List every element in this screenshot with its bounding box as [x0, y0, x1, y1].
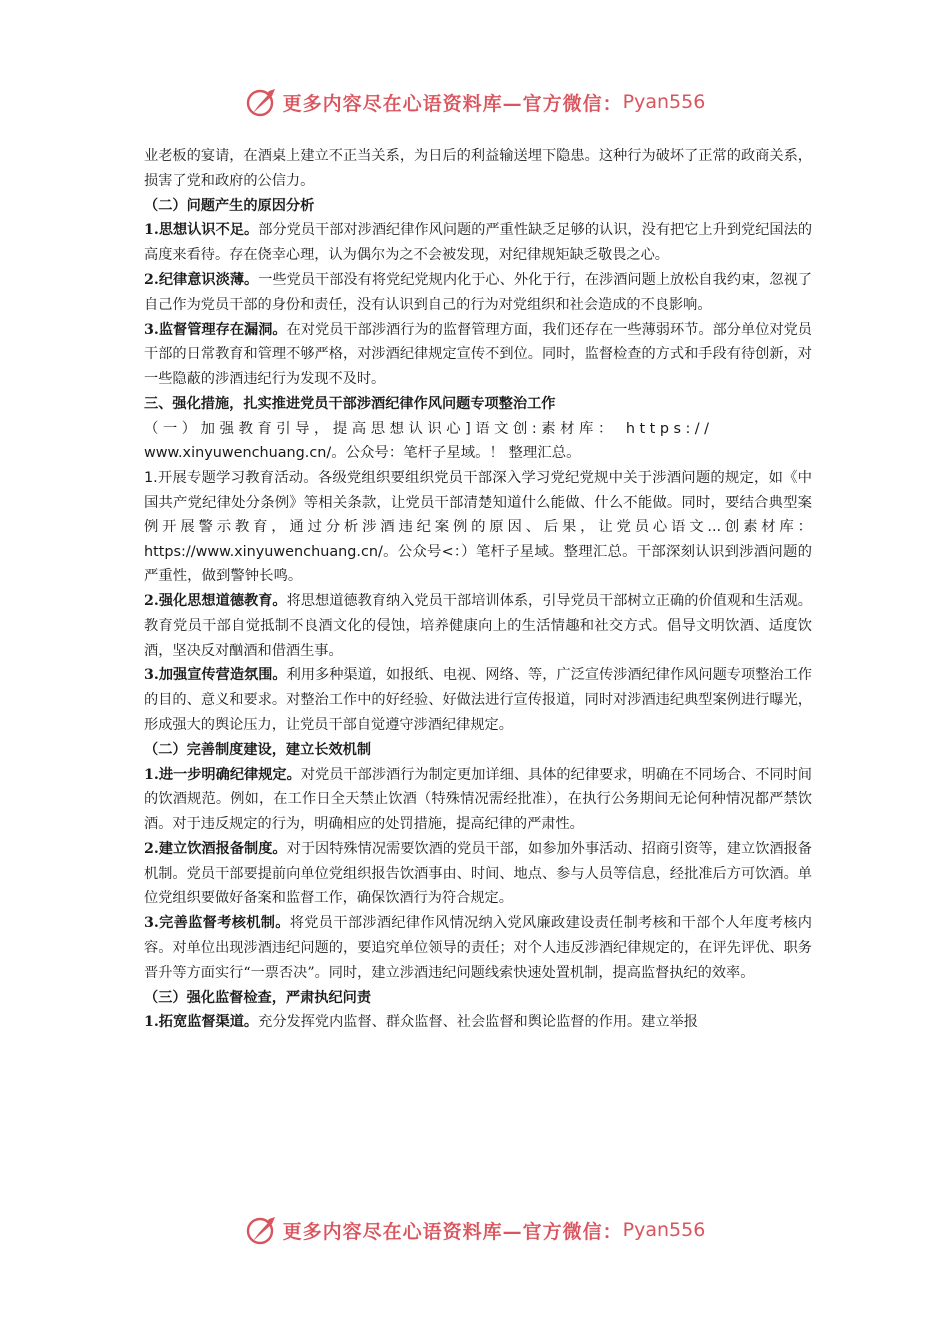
- subsection-heading-spaced: （一）加强教育引导，提高思想认识心]语文创:素材库： https://: [144, 420, 714, 437]
- chapter-heading: 三、强化措施，扎实推进党员干部涉酒纪律作风问题专项整治工作: [144, 395, 556, 412]
- banner-text: 更多内容尽在心语资料库—官方微信：: [282, 92, 623, 115]
- paragraph: [144, 911, 812, 985]
- paragraph-lead: 1.拓宽监督渠道。: [144, 1014, 259, 1031]
- banner-text: 更多内容尽在心语资料库—官方微信：: [282, 1220, 623, 1243]
- paragraph-lead: 2.建立饮酒报备制度。: [144, 840, 287, 857]
- banner-wechat-id: Pyan556: [622, 91, 706, 113]
- paragraph-lead: 3.监督管理存在漏洞。: [144, 321, 287, 338]
- paragraph-lead: 2.纪律意识淡薄。: [144, 271, 259, 288]
- paragraph: [144, 663, 812, 737]
- subsection-heading-rest: www.xinyuwenchuang.cn/。公众号：笔杆子星域。！ 整理汇总。: [144, 445, 581, 462]
- paragraph: [144, 589, 812, 663]
- paragraph-lead: 1.进一步明确纪律规定。: [144, 766, 301, 783]
- paragraph-continuation: 业老板的宴请，在酒桌上建立不正当关系，为日后的利益输送埋下隐患。这种行为破坏了正常的政商关系，损害了党和政府的公信力。: [144, 148, 812, 189]
- paragraph-body: 将党员干部涉酒纪律作风情况纳入党风廉政建设责任制考核和干部个人年度考核内容。对单位出现涉酒违纪问题的，要追究单位领导的责任；对个人违反涉酒纪律规定的，在评先评优、职务晋升等方面实行“一票否决”。同时，建立涉酒违纪问题线索快速处置机制，提高监督执纪的效率。: [144, 915, 812, 981]
- document-body: [144, 144, 812, 1035]
- paragraph-sans: 1.开展专题学习教育活动。各级党组织要组织党员干部深入学习党纪党规中关于涉酒问题的规定，如《中国共产党纪律处分条例》等相关条款，让党员干部清楚知道什么能做、什么不能做。同时，要结合典型案例开展警示教育，通过分析涉酒违纪案例的原因、后果，让党员心语文...创素材库：https://www.xinyuwenchuang.cn/。公众号<：）笔杆子星域。整理汇总。干部深刻认识到涉酒问题的严重性，做到警钟长鸣。: [144, 469, 812, 585]
- paragraph: [144, 1010, 812, 1035]
- paragraph-body: 对于因特殊情况需要饮酒的党员干部，如参加外事活动、招商引资等，建立饮酒报备机制。党员干部要提前向单位党组织报告饮酒事由、时间、地点、参与人员等信息，经批准后方可饮酒。单位党组织要做好备案和监督工作，确保饮酒行为符合规定。: [144, 840, 812, 907]
- paragraph: [144, 763, 812, 837]
- section-heading: （二）问题产生的原因分析: [144, 197, 315, 214]
- section-heading: （三）强化监督检查，严肃执纪问责: [144, 989, 372, 1006]
- paragraph-body: 部分党员干部对涉酒纪律作风问题的严重性缺乏足够的认识，没有把它上升到党纪国法的高度来看待。存在侥幸心理，认为偶尔为之不会被发现，对纪律规矩缺乏敬畏之心。: [144, 222, 813, 264]
- paragraph: [144, 837, 812, 911]
- banner-wechat-id: Pyan556: [622, 1219, 706, 1241]
- paragraph-body: 充分发挥党内监督、群众监督、社会监督和舆论监督的作用。建立举报: [258, 1014, 698, 1031]
- paragraph-lead: 2.强化思想道德教育。: [144, 592, 287, 609]
- paragraph-body: 对党员干部涉酒行为制定更加详细、具体的纪律要求，明确在不同场合、不同时间的饮酒规范。例如，在工作日全天禁止饮酒（特殊情况需经批准），在执行公务期间无论何种情况都严禁饮酒。对于违反规定的行为，明确相应的处罚措施，提高纪律的严肃性。: [144, 766, 812, 833]
- paragraph-body: 将思想道德教育纳入党员干部培训体系，引导党员干部树立正确的价值观和生活观。教育党员干部自觉抵制不良酒文化的侵蚀，培养健康向上的生活情趣和社交方式。倡导文明饮酒、适度饮酒，坚决反对酗酒和借酒生事。: [144, 592, 812, 659]
- quill-pen-logo-icon: [245, 85, 279, 119]
- paragraph: [144, 268, 812, 318]
- paragraph: [144, 318, 812, 392]
- footer-banner: [0, 1210, 950, 1250]
- paragraph-lead: 3.完善监督考核机制。: [144, 915, 290, 932]
- paragraph-body: 在对党员干部涉酒行为的监督管理方面，我们还存在一些薄弱环节。部分单位对党员干部的日常教育和管理不够严格，对涉酒纪律规定宣传不到位。同时，监督检查的方式和手段有待创新，对一些隐蔽的涉酒违纪行为发现不及时。: [144, 321, 812, 388]
- paragraph-body: 利用多种渠道，如报纸、电视、网络、等，广泛宣传涉酒纪律作风问题专项整治工作的目的、意义和要求。对整治工作中的好经验、好做法进行宣传报道，同时对涉酒违纪典型案例进行曝光，形成强大的舆论压力，让党员干部自觉遵守涉酒纪律规定。: [144, 667, 812, 733]
- quill-pen-logo-icon: [245, 1213, 279, 1247]
- paragraph-lead: 3.加强宣传营造氛围。: [144, 667, 287, 684]
- section-heading: （二）完善制度建设，建立长效机制: [144, 741, 372, 758]
- paragraph-lead: 1.思想认识不足。: [144, 222, 259, 239]
- header-banner: [0, 82, 950, 122]
- paragraph-body: 一些党员干部没有将党纪党规内化于心、外化于行，在涉酒问题上放松自我约束，忽视了自己作为党员干部的身份和责任，没有认识到自己的行为对党组织和社会造成的不良影响。: [144, 271, 813, 313]
- paragraph: [144, 218, 812, 268]
